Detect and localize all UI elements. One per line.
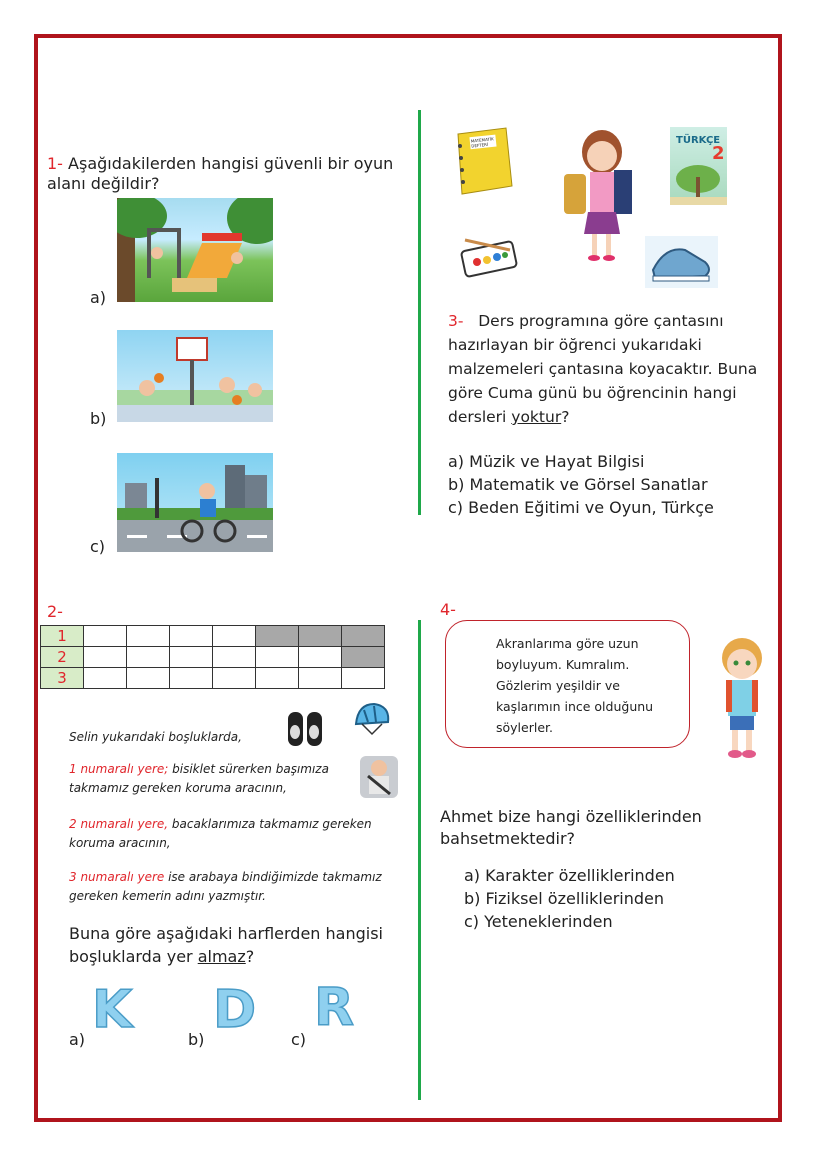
q3-option-b: b) Matematik ve Görsel Sanatlar [448, 475, 708, 494]
grid-cell [84, 647, 127, 668]
grid-cell [84, 626, 127, 647]
grid-cell [342, 668, 385, 689]
notebook-label: MATEMATİK DEFTERİ [470, 136, 494, 149]
bike-helmet-image [352, 700, 392, 736]
speech-text: Akranlarıma göre uzun boyluyum. Kumralım. Gözlerim yeşildir ve kaşlarımın ince olduğunu söylerler. [496, 636, 654, 735]
grid-cell [213, 647, 256, 668]
column-divider-bottom [418, 620, 421, 1100]
q1-option-a: a) [90, 288, 107, 307]
q4-option-a: a) Karakter özelliklerinden [464, 866, 675, 885]
grid-row-3 [41, 668, 385, 689]
q2-clue-1: 1 numaralı yere; bisiklet sürerken başımıza takmamız gereken koruma aracının, [69, 762, 329, 795]
q2-option-c: c) [291, 1030, 307, 1049]
grid-cell-blocked [256, 626, 299, 647]
q4-question: Ahmet bize hangi özelliklerinden bahsetmektedir? [440, 807, 702, 848]
q2-question: Buna göre aşağıdaki harflerden hangisi boşluklarda yer almaz? [69, 924, 383, 966]
paint-set-image [455, 232, 523, 280]
letter-d: D [213, 980, 257, 1040]
grid-cell [170, 647, 213, 668]
q2-intro: Selin yukarıdaki boşluklarda, [69, 730, 242, 744]
q4-option-b: b) Fiziksel özelliklerinden [464, 889, 665, 908]
q2-number: 2- [47, 602, 63, 621]
letter-r: R [314, 978, 355, 1038]
cycling-image [117, 453, 273, 552]
grid-cell [170, 668, 213, 689]
turkce-book-image [670, 127, 727, 205]
grid-cell [256, 647, 299, 668]
grid-cell [299, 668, 342, 689]
q4-option-c: c) Yeteneklerinden [464, 912, 613, 931]
grid-cell [213, 668, 256, 689]
grid-row-number: 1 [41, 626, 84, 647]
q3-options [448, 450, 714, 519]
q4-number: 4- [440, 600, 456, 619]
q2-option-a: a) [69, 1030, 86, 1049]
grid-row-2 [41, 647, 385, 668]
book-number: 2 [712, 143, 725, 164]
grid-cell-blocked [342, 626, 385, 647]
grid-row-number: 2 [41, 647, 84, 668]
crossword-grid [40, 625, 385, 689]
column-divider-top [418, 110, 421, 515]
grid-cell [170, 626, 213, 647]
book-title: TÜRKÇE [676, 135, 721, 146]
knee-pads-image [285, 708, 325, 750]
q3-option-c: c) Beden Eğitimi ve Oyun, Türkçe [448, 498, 714, 517]
grid-cell-blocked [342, 647, 385, 668]
grid-cell [127, 668, 170, 689]
q3-option-a: a) Müzik ve Hayat Bilgisi [448, 452, 645, 471]
grid-cell-blocked [299, 626, 342, 647]
boy-character-image [712, 636, 772, 761]
grid-cell [299, 647, 342, 668]
grid-cell [127, 626, 170, 647]
playground-image [117, 198, 273, 302]
speech-bubble [445, 620, 690, 748]
sneaker-image [645, 236, 718, 288]
grid-row-number: 3 [41, 668, 84, 689]
basketball-image [117, 330, 273, 422]
q3-text: 3- Ders programına göre çantasını hazırlayan bir öğrenci yukarıdaki malzemeleri çantasına koyacaktır. Buna göre Cuma günü bu öğrencinin hangi dersleri yoktur? [448, 312, 758, 426]
q1-option-c: c) [90, 537, 106, 556]
seatbelt-image [356, 752, 402, 802]
letter-k: K [92, 980, 133, 1040]
grid-cell [84, 668, 127, 689]
grid-cell [127, 647, 170, 668]
grid-cell [256, 668, 299, 689]
grid-cell [213, 626, 256, 647]
girl-with-bag-image [560, 124, 640, 264]
q1-text: 1- Aşağıdakilerden hangisi güvenli bir oyun alanı değildir? [47, 154, 394, 193]
math-notebook-image [452, 126, 514, 196]
q4-options [464, 864, 675, 933]
q2-clue-2: 2 numaralı yere, bacaklarımıza takmamız gereken koruma aracının, [69, 817, 372, 850]
grid-row-1 [41, 626, 385, 647]
q2-clue-3: 3 numaralı yere ise arabaya bindiğimizde takmamız gereken kemerin adını yazmıştır. [69, 870, 382, 903]
q2-option-b: b) [188, 1030, 205, 1049]
q1-option-b: b) [90, 409, 107, 428]
